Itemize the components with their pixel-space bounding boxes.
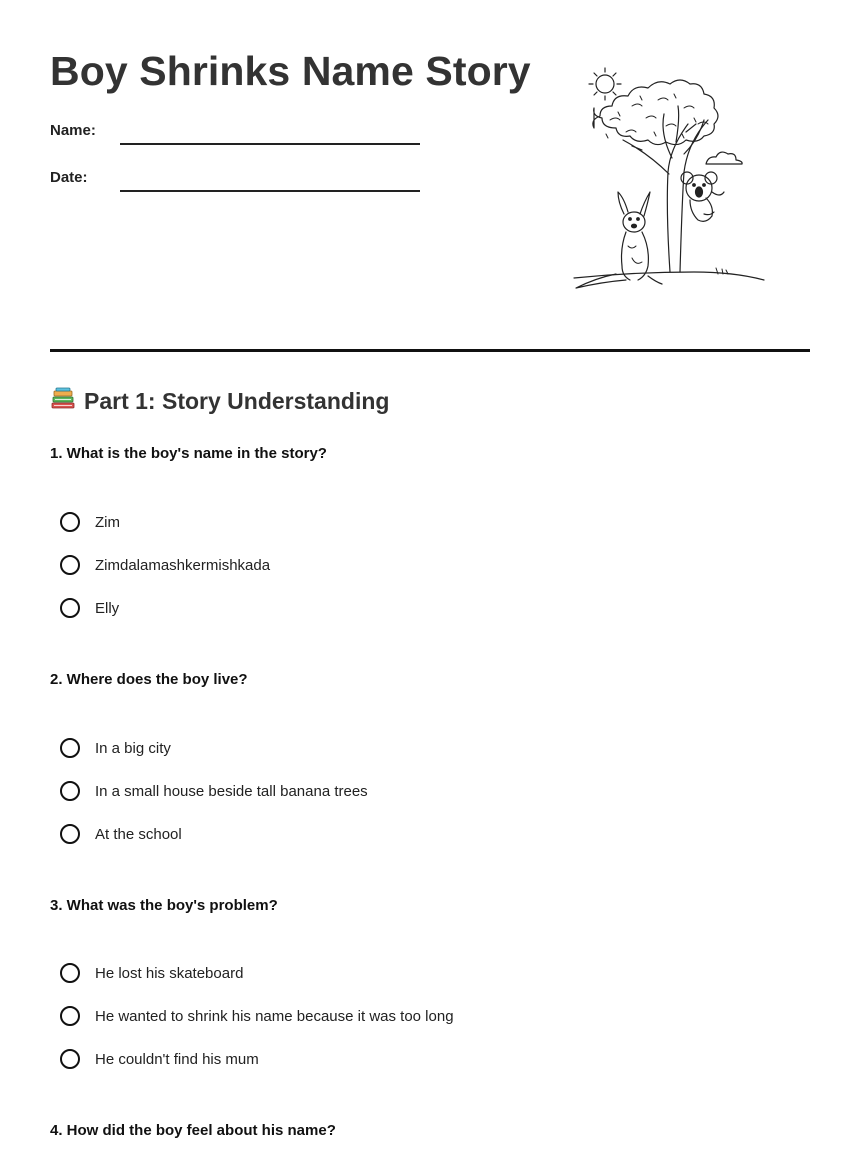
question-3: 3. What was the boy's problem? [50,897,278,914]
kangaroo-icon [576,192,662,288]
option-label: At the school [95,825,182,843]
radio-button[interactable] [60,598,80,618]
option-label: Zim [95,513,120,531]
question-1: 1. What is the boy's name in the story? [50,445,327,462]
option-label: In a small house beside tall banana trees [95,782,368,800]
radio-button[interactable] [60,738,80,758]
date-field[interactable] [120,190,420,192]
question-2: 2. Where does the boy live? [50,671,248,688]
question-3-option-2[interactable] [60,1004,454,1028]
cloud-icon [706,152,742,164]
question-3-option-1[interactable] [60,961,243,985]
koala-icon [681,172,724,221]
question-2-option-3[interactable] [60,822,182,846]
radio-button[interactable] [60,963,80,983]
option-label: He couldn't find his mum [95,1050,259,1068]
question-1-option-2[interactable] [60,553,270,577]
question-4: 4. How did the boy feel about his name? [50,1122,336,1139]
radio-button[interactable] [60,781,80,801]
question-1-option-1[interactable] [60,510,120,534]
radio-button[interactable] [60,824,80,844]
name-field[interactable] [120,143,420,145]
sun-icon [589,68,621,100]
section-title [50,386,389,415]
date-label: Date: [50,169,88,186]
option-label: He lost his skateboard [95,964,244,982]
question-1-option-3[interactable] [60,596,119,620]
question-2-option-2[interactable] [60,779,368,803]
question-3-option-3[interactable] [60,1047,259,1071]
page-title: Boy Shrinks Name Story [50,48,531,94]
option-label: In a big city [95,739,171,757]
radio-button[interactable] [60,512,80,532]
option-label: He wanted to shrink his name because it was too long [95,1007,454,1025]
tree-trunk [667,120,708,272]
header-divider [50,349,810,352]
radio-button[interactable] [60,555,80,575]
option-label: Zimdalamashkermishkada [95,556,271,574]
tree-kangaroo-koala-illustration [566,62,771,290]
radio-button[interactable] [60,1006,80,1026]
radio-button[interactable] [60,1049,80,1069]
ground-line [574,272,764,280]
name-label: Name: [50,122,96,139]
section-title-text: Part 1: Story Understanding [84,388,390,414]
question-2-option-1[interactable] [60,736,171,760]
option-label: Elly [95,599,120,617]
books-icon [50,386,76,412]
